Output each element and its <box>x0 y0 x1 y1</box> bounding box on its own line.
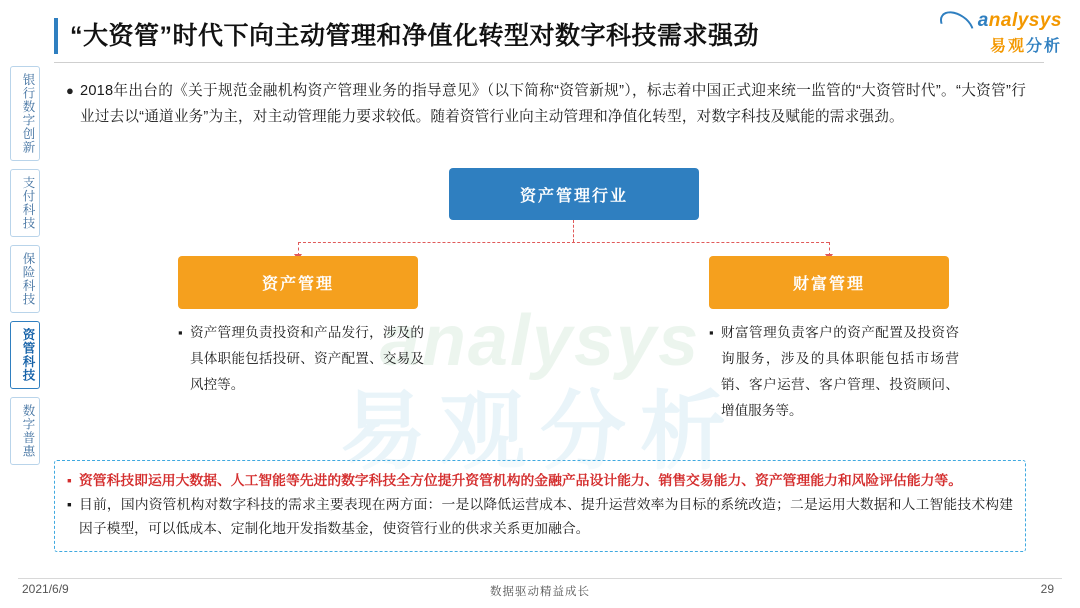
intro-bullet-icon: ● <box>66 83 74 98</box>
footer-page-number: 29 <box>1040 582 1054 596</box>
diagram-desc-wealth-management <box>709 320 959 424</box>
callout-text-1: 资管科技即运用大数据、人工智能等先进的数字科技全方位提升资管机构的金融产品设计能力、销售交易能力、资产管理能力和风险评估能力等。 <box>79 473 962 488</box>
sidebar-item-insurance[interactable]: 保险科技 <box>10 245 40 313</box>
sidebar-item-payment[interactable]: 支付科技 <box>10 169 40 237</box>
callout-bullet-icon-1: ▪ <box>67 473 72 488</box>
callout-line-2 <box>67 493 1013 541</box>
desc-text-right: 财富管理负责客户的资产配置及投资咨询服务，涉及的具体职能包括市场营销、客户运营、客户管理、投资顾问、增值服务等。 <box>721 325 959 418</box>
diagram-node-asset-management: 资产管理 <box>178 256 418 309</box>
logo-cn-blue: 分析 <box>1025 38 1062 55</box>
connector-horizontal <box>298 242 829 243</box>
callout-text-2: 目前，国内资管机构对数字科技的需求主要表现在两方面：一是以降低运营成本、提升运营效率为目标的系统改造；二是运用大数据和人工智能技术构建因子模型，可以低成本、定制化地开发指数基金，使资管行业的供求关系更加融合。 <box>79 497 1013 536</box>
watermark-cn: 易观分析 <box>340 383 740 480</box>
desc-text-left: 资产管理负责投资和产品发行，涉及的具体职能包括投研、资产配置、交易及风控等。 <box>190 325 424 392</box>
logo-en-first: a <box>977 10 989 31</box>
desc-bullet-icon-left: ▪ <box>178 325 183 340</box>
footer-divider <box>18 578 1062 579</box>
diagram-desc-asset-management <box>178 320 424 398</box>
sidebar-item-banking[interactable]: 银行数字创新 <box>10 66 40 161</box>
logo-en-text <box>978 10 1062 32</box>
footer-slogan: 数据驱动精益成长 <box>490 586 590 598</box>
watermark-en: analysys <box>379 301 701 381</box>
connector-vertical-stub <box>573 220 574 242</box>
logo-cn-orange: 易观 <box>989 38 1026 55</box>
brand-logo <box>978 10 1062 56</box>
title-divider <box>54 62 1044 63</box>
logo-cn-text <box>978 33 1062 56</box>
sidebar-item-inclusive-finance[interactable]: 数字普惠 <box>10 397 40 465</box>
sidebar-item-asset-management[interactable]: 资管科技 <box>10 321 40 389</box>
diagram <box>54 168 1034 458</box>
desc-bullet-icon-right: ▪ <box>709 325 714 340</box>
sidebar <box>10 66 40 465</box>
intro-text: 2018年出台的《关于规范金融机构资产管理业务的指导意见》（以下简称“资管新规”），标志着中国正式迎来统一监管的“大资管时代”。“大资管”行业过去以“通道业务”为主，对主动管理能力要求较低。随着资管行业向主动管理和净值化转型，对数字科技及赋能的需求强劲。 <box>80 83 1026 125</box>
callout-box <box>54 460 1026 552</box>
diagram-node-top: 资产管理行业 <box>449 168 699 220</box>
title-bar <box>54 14 1080 62</box>
footer-date: 2021/6/9 <box>22 582 69 596</box>
page-title: “大资管”时代下向主动管理和净值化转型对数字科技需求强劲 <box>70 22 760 50</box>
callout-bullet-icon-2: ▪ <box>67 497 72 512</box>
logo-en-rest: nalysys <box>988 10 1062 31</box>
diagram-node-wealth-management: 财富管理 <box>709 256 949 309</box>
intro-paragraph <box>66 78 1026 130</box>
title-accent-bar <box>54 18 58 54</box>
callout-line-1 <box>67 469 1013 493</box>
